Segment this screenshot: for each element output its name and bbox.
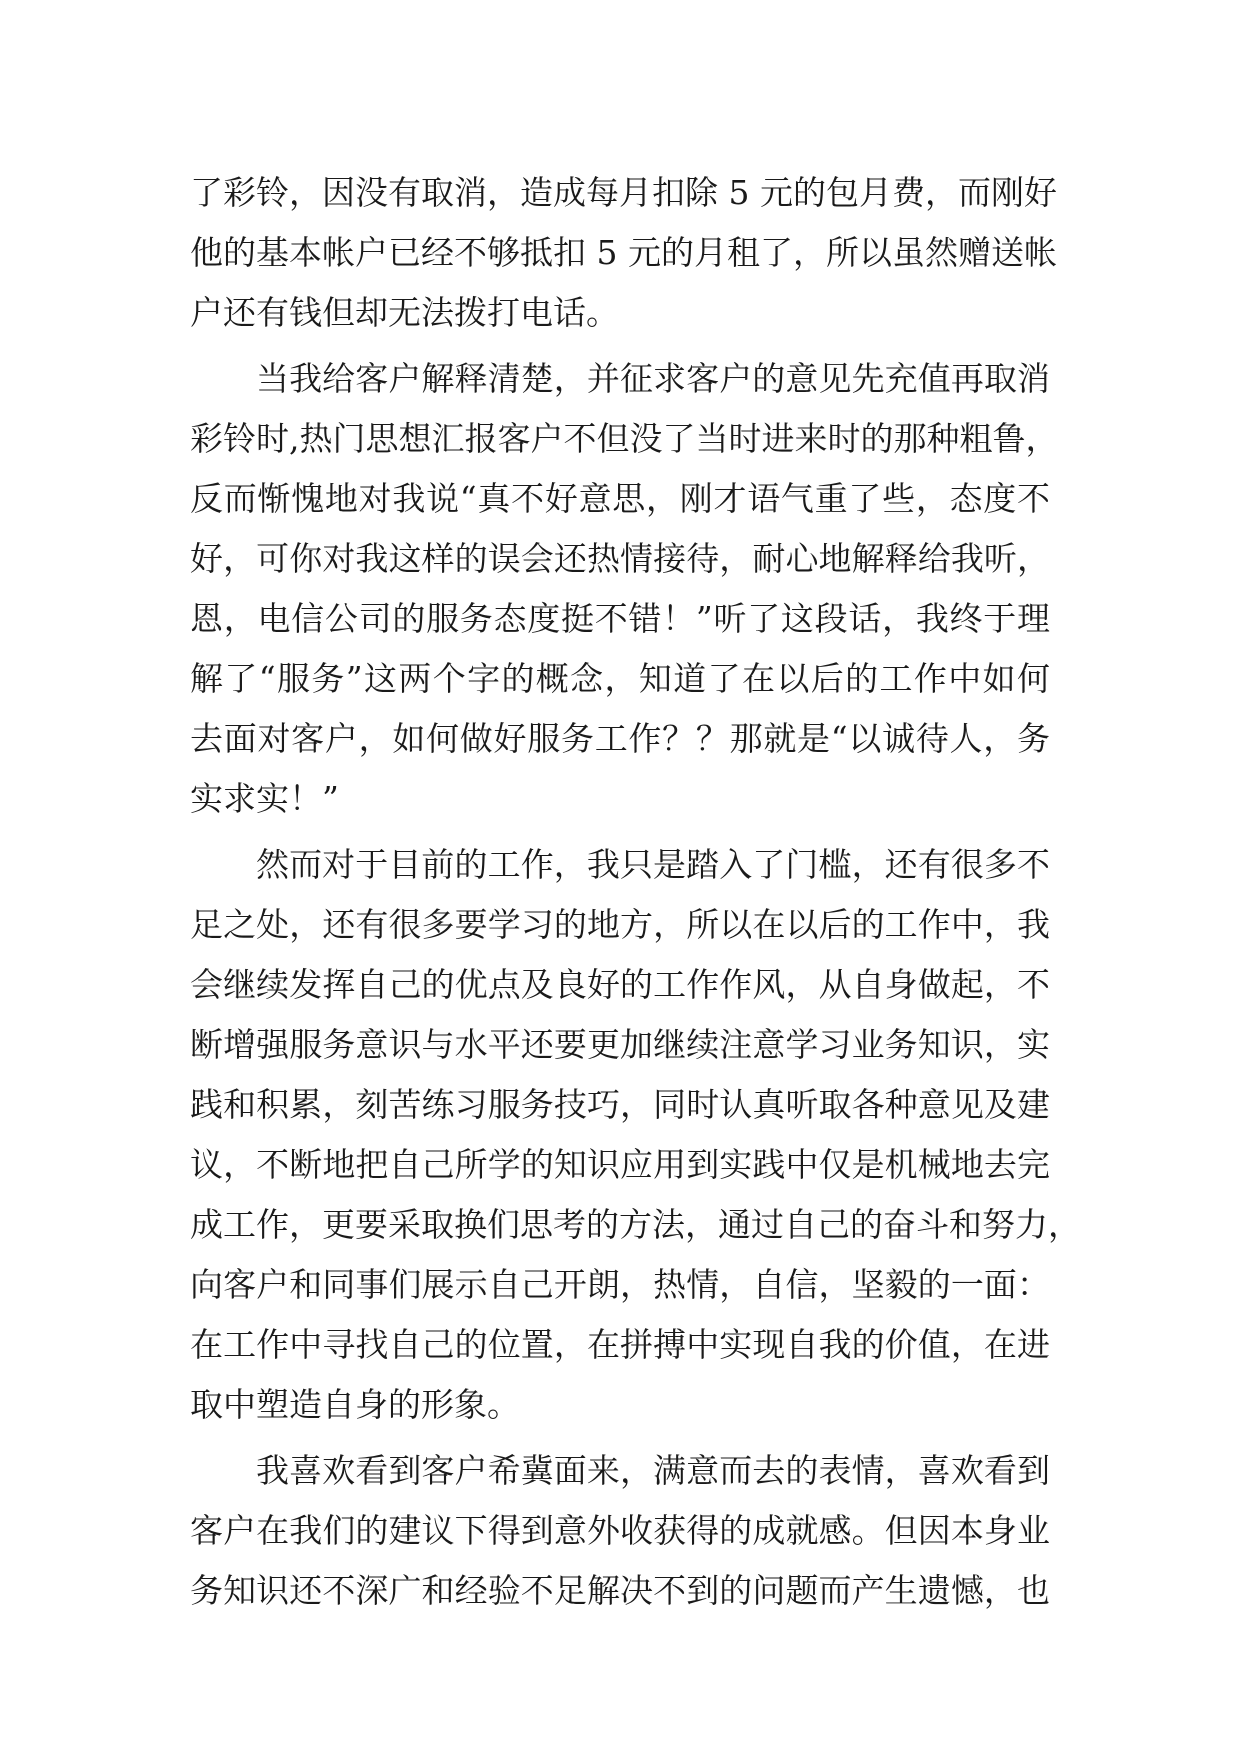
- paragraph: [190, 349, 1059, 829]
- text-line: 议，不断地把自己所学的知识应用到实践中仅是机械地去完: [190, 1145, 1050, 1184]
- text-line: 务知识还不深广和经验不足解决不到的问题而产生遗憾，也: [190, 1571, 1050, 1610]
- text-line: 户还有钱但却无法拨打电话。: [190, 293, 619, 332]
- paragraph: [190, 1441, 1050, 1621]
- text-line: 了彩铃，因没有取消，造成每月扣除 5 元的包月费，而刚好: [190, 173, 1057, 212]
- text-line: 好，可你对我这样的误会还热情接待，耐心地解释给我听，: [190, 539, 1050, 578]
- text-line: 会继续发挥自己的优点及良好的工作作风，从自身做起，不: [190, 965, 1050, 1004]
- text-line: 实求实！”: [190, 779, 339, 818]
- text-line: 断增强服务意识与水平还要更加继续注意学习业务知识，实: [190, 1025, 1050, 1064]
- text-line: 足之处，还有很多要学习的地方，所以在以后的工作中，我: [190, 905, 1050, 944]
- text-line: 他的基本帐户已经不够抵扣 5 元的月租了，所以虽然赠送帐: [190, 233, 1057, 272]
- text-line: 然而对于目前的工作，我只是踏入了门槛，还有很多不: [256, 845, 1050, 884]
- text-line: 践和积累，刻苦练习服务技巧，同时认真听取各种意见及建: [190, 1085, 1050, 1124]
- text-line: 取中塑造自身的形象。: [190, 1385, 520, 1424]
- text-line: 解了“服务”这两个字的概念，知道了在以后的工作中如何: [190, 659, 1050, 698]
- text-line: 我喜欢看到客户希冀面来，满意而去的表情，喜欢看到: [256, 1451, 1050, 1490]
- text-line: 反而惭愧地对我说“真不好意思，刚才语气重了些，态度不: [190, 479, 1050, 518]
- text-line: 成工作，更要采取换们思考的方法，通过自己的奋斗和努力，: [190, 1205, 1081, 1244]
- document-body: [190, 163, 1081, 1621]
- text-line: 客户在我们的建议下得到意外收获得的成就感。但因本身业: [190, 1511, 1050, 1550]
- text-line: 恩，电信公司的服务态度挺不错！”听了这段话，我终于理: [190, 599, 1050, 638]
- paragraph: [190, 163, 1057, 343]
- text-line: 在工作中寻找自己的位置，在拼搏中实现自我的价值，在进: [190, 1325, 1050, 1364]
- text-line: 去面对客户，如何做好服务工作？？那就是“以诚待人，务: [190, 719, 1050, 758]
- paragraph: [190, 835, 1081, 1435]
- text-line: 彩铃时,热门思想汇报客户不但没了当时进来时的那种粗鲁，: [190, 419, 1059, 458]
- text-line: 当我给客户解释清楚，并征求客户的意见先充值再取消: [256, 359, 1050, 398]
- text-line: 向客户和同事们展示自己开朗，热情，自信，坚毅的一面：: [190, 1265, 1050, 1304]
